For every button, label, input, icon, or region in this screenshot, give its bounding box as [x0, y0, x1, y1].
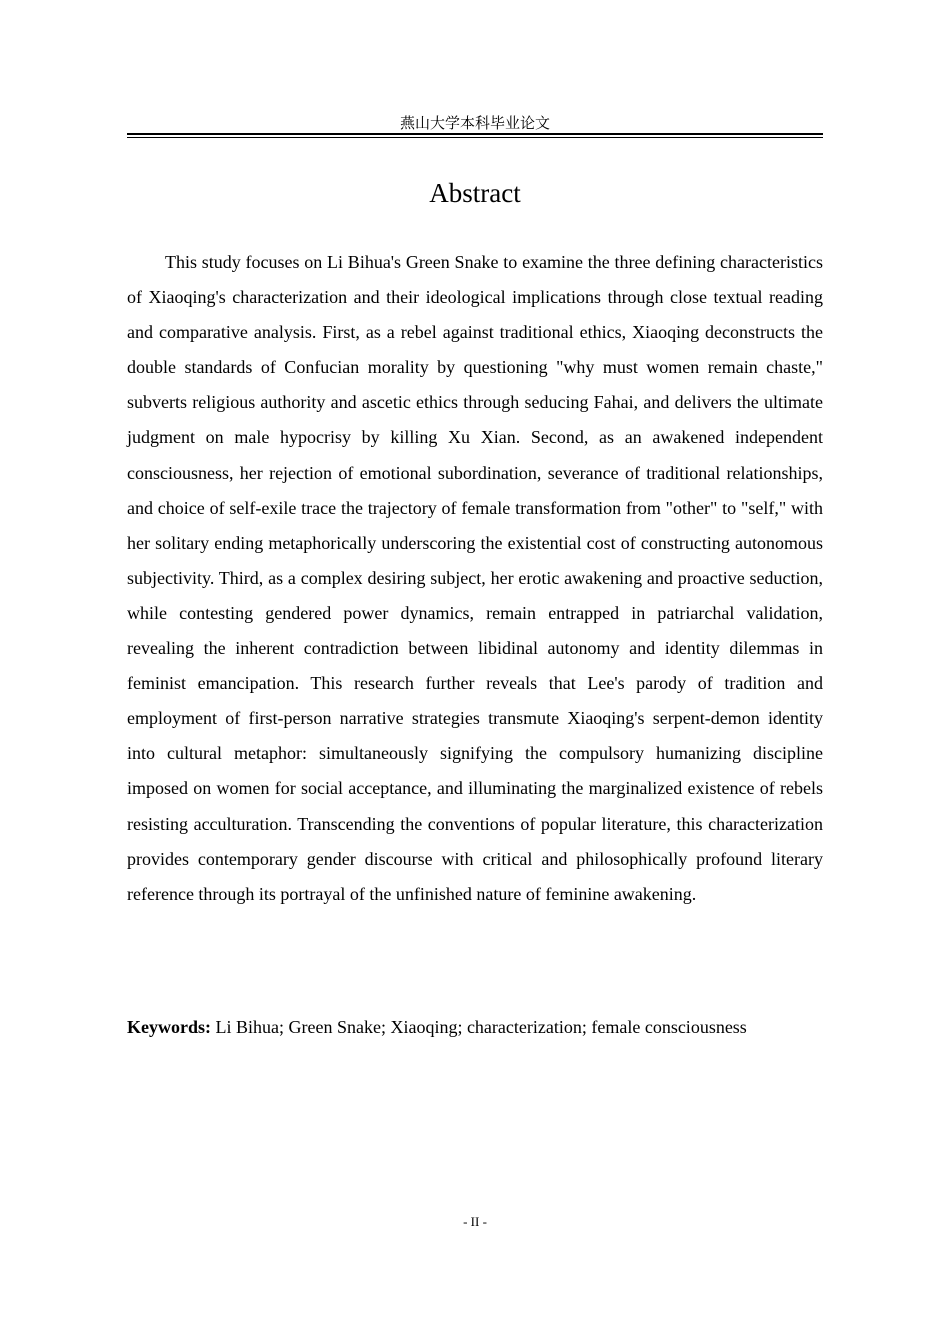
running-header: 燕山大学本科毕业论文 — [399, 114, 550, 132]
abstract-title: Abstract — [429, 178, 521, 208]
header-rule-thin — [127, 137, 823, 138]
keywords-line — [127, 1013, 823, 1041]
keywords-label: Keywords: — [127, 1017, 211, 1037]
header-rule-thick — [127, 133, 823, 135]
abstract-body: This study focuses on Li Bihua's Green Snake to examine the three defining characteristics of Xiaoqing's characterization and their ideological implications through close textual reading and comparative analysis. First, as a rebel against traditional ethics, Xiaoqing deconstructs the double standards of Confucian morality by questioning "why must women remain chaste," subverts religious authority and ascetic ethics through seducing Fahai, and delivers the ultimate judgment on male hypocrisy by killing Xu Xian. Second, as an awakened independent consciousness, her rejection of emotional subordination, severance of traditional relationships, and choice of self-exile trace the trajectory of female transformation from "other" to "self," with her solitary ending metaphorically underscoring the existential cost of constructing autonomous subjectivity. Third, as a complex desiring subject, her erotic awakening and proactive seduction, while contesting gendered power dynamics, remain entrapped in patriarchal validation, revealing the inherent contradiction between libidinal autonomy and identity dilemmas in feminist emancipation. This research further reveals that Lee's parody of tradition and employment of first-person narrative strategies transmute Xiaoqing's serpent-demon identity into cultural metaphor: simultaneously signifying the compulsory humanizing discipline imposed on women for social acceptance, and illuminating the marginalized existence of rebels resisting acculturation. Transcending the conventions of popular literature, this characterization provides contemporary gender discourse with critical and philosophically profound literary reference through its portrayal of the unfinished nature of feminine awakening. — [127, 252, 823, 904]
keywords-value: Li Bihua; Green Snake; Xiaoqing; characterization; female consciousness — [215, 1017, 747, 1037]
page-number: - II - — [463, 1214, 487, 1229]
